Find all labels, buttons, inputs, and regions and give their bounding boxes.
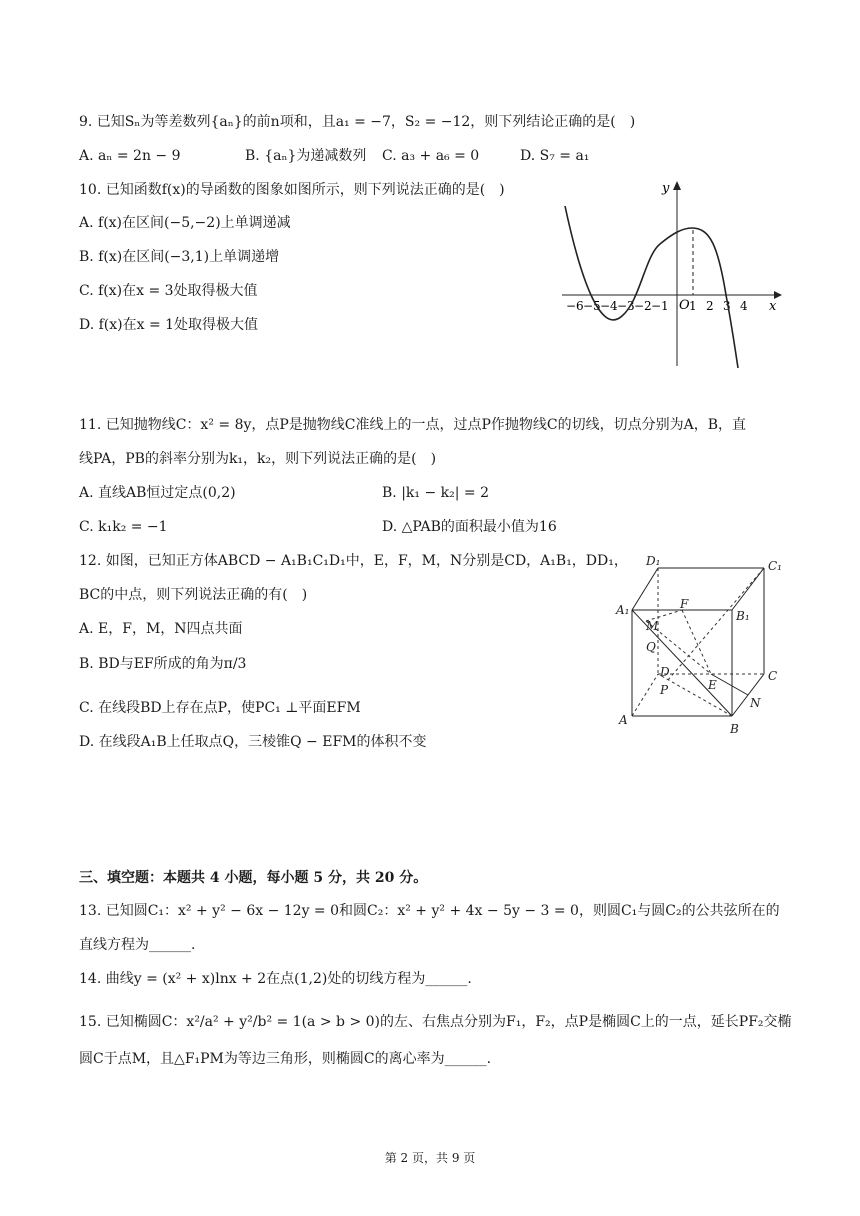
- tick-label: 4: [740, 299, 748, 313]
- q10-stem: 10. 已知函数f(x)的导函数的图象如图所示，则下列说法正确的是( ): [79, 182, 505, 198]
- derivative-graph: [560, 176, 790, 370]
- x-axis-label: x: [769, 299, 777, 314]
- y-axis-label: y: [662, 181, 670, 196]
- label-b1: B₁: [736, 609, 750, 623]
- q10-option-d: D. f(x)在x = 1处取得极大值: [79, 317, 259, 333]
- label-p: P: [660, 683, 669, 697]
- q9-option-b: B. {aₙ}为递减数列: [245, 148, 367, 164]
- label-n: N: [750, 696, 761, 710]
- q15-line1: 15. 已知椭圆C：x²/a² + y²/b² = 1(a > b > 0)的左、右焦点分别为F₁，F₂，点P是椭圆C上的一点，延长PF₂交椭: [79, 1014, 792, 1030]
- diagonal-b-d: [658, 674, 732, 716]
- section-heading: 三、填空题：本题共 4 小题，每小题 5 分，共 20 分。: [79, 870, 428, 886]
- label-b: B: [730, 722, 739, 736]
- label-f: F: [680, 597, 689, 611]
- origin-label: O: [679, 298, 690, 313]
- q12-option-b: B. BD与EF所成的角为π/3: [79, 656, 247, 672]
- q11-option-d: D. △PAB的面积最小值为16: [382, 519, 557, 535]
- label-c1: C₁: [768, 559, 782, 573]
- label-c: C: [768, 669, 778, 683]
- q11-option-a: A. 直线AB恒过定点(0,2): [79, 485, 236, 501]
- q14: 14. 曲线y = (x² + x)lnx + 2在点(1,2)处的切线方程为______.: [79, 971, 472, 987]
- q10-option-a: A. f(x)在区间(−5,−2)上单调递减: [79, 215, 291, 231]
- tick-label: 2: [706, 299, 714, 313]
- q12-option-c: C. 在线段BD上存在点P，使PC₁ ⊥平面EFM: [79, 700, 361, 716]
- label-a1: A₁: [616, 603, 630, 617]
- q12-option-d: D. 在线段A₁B上任取点Q，三棱锥Q − EFM的体积不变: [79, 734, 427, 750]
- q11-option-c: C. k₁k₂ = −1: [79, 519, 168, 535]
- q12-stem-line2: BC的中点，则下列说法正确的有( ): [79, 587, 308, 603]
- q13-line2: 直线方程为______.: [79, 937, 196, 953]
- tick-label: 1: [689, 299, 697, 313]
- edge-a1-d1: [632, 568, 658, 610]
- page-footer: 第 2 页，共 9 页: [384, 1151, 476, 1165]
- q11-stem-line2: 线PA，PB的斜率分别为k₁，k₂，则下列说法正确的是( ): [79, 451, 437, 467]
- tick-label: 3: [723, 299, 731, 313]
- tick-label: −6: [566, 299, 584, 313]
- y-axis-arrow: [673, 181, 681, 190]
- q9-option-d: D. S₇ = a₁: [520, 148, 590, 164]
- tick-label: −1: [651, 299, 669, 313]
- q11-stem-line1: 11. 已知抛物线C：x² = 8y，点P是抛物线C准线上的一点，过点P作抛物线C的切线，切点分别为A，B，直: [79, 417, 747, 433]
- tick-label: −4: [600, 299, 618, 313]
- label-a: A: [619, 713, 628, 727]
- tick-label: −5: [583, 299, 601, 313]
- label-q: Q: [646, 640, 656, 654]
- q15-line2: 圆C于点M，且△F₁PM为等边三角形，则椭圆C的离心率为______.: [79, 1051, 492, 1067]
- segment-f-e: [682, 610, 711, 674]
- q9-option-a: A. aₙ = 2n − 9: [79, 148, 181, 164]
- edge-a-d: [632, 674, 658, 716]
- tick-label: −3: [617, 299, 635, 313]
- cube-figure: [610, 552, 790, 742]
- label-m: M: [646, 619, 659, 633]
- q12-option-a: A. E，F，M，N四点共面: [79, 621, 243, 637]
- label-d: D: [660, 665, 670, 679]
- q9-stem: 9. 已知Sₙ为等差数列{aₙ}的前n项和，且a₁ = −7，S₂ = −12，则下列结论正确的是( ): [79, 114, 636, 130]
- q12-stem-line1: 12. 如图，已知正方体ABCD − A₁B₁C₁D₁中，E，F，M，N分别是CD，A₁B₁，DD₁，: [79, 553, 628, 569]
- label-d1: D₁: [646, 554, 661, 568]
- derivative-curve: [565, 206, 738, 368]
- q11-option-b: B. |k₁ − k₂| = 2: [382, 485, 489, 501]
- tick-label: −2: [634, 299, 652, 313]
- q10-option-c: C. f(x)在x = 3处取得极大值: [79, 283, 258, 299]
- q10-option-b: B. f(x)在区间(−3,1)上单调递增: [79, 249, 280, 265]
- q13-line1: 13. 已知圆C₁：x² + y² − 6x − 12y = 0和圆C₂：x² + y² + 4x − 5y − 3 = 0，则圆C₁与圆C₂的公共弦所在的: [79, 903, 780, 919]
- q9-option-c: C. a₃ + a₆ = 0: [382, 148, 480, 164]
- label-e: E: [708, 678, 717, 692]
- x-axis-arrow: [774, 291, 782, 299]
